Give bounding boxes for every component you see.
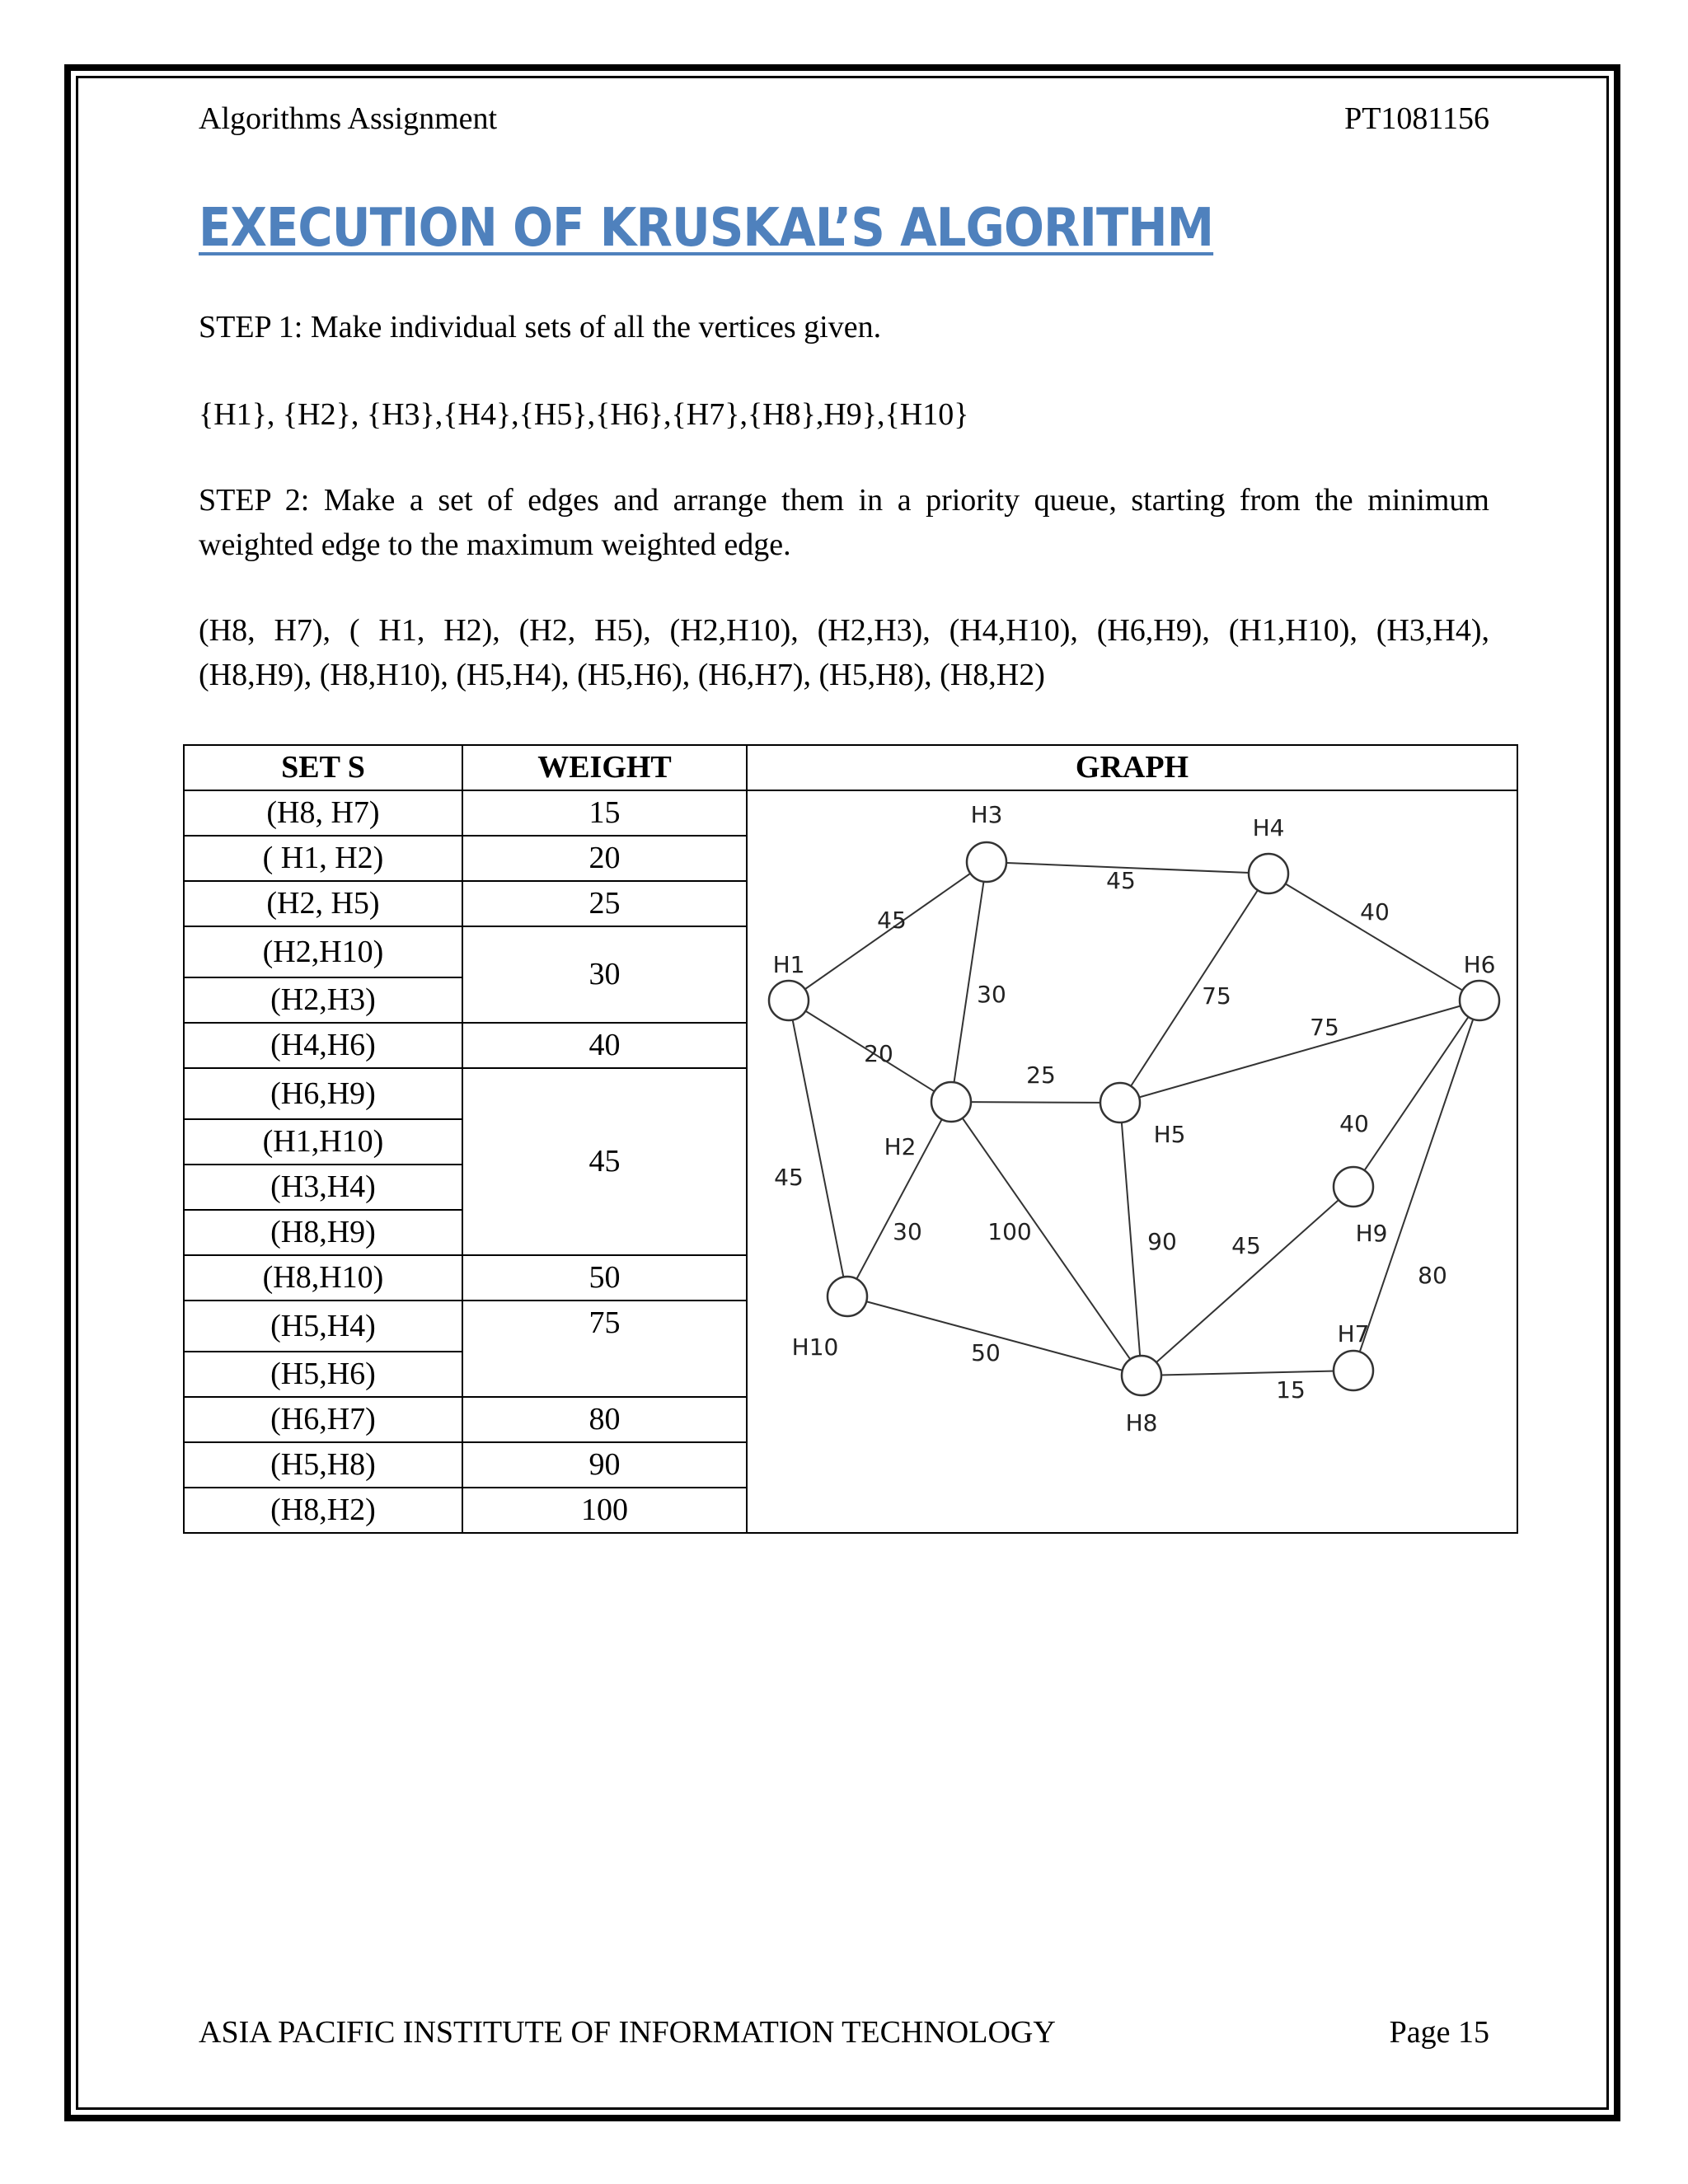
graph-edge-weight-label: 45 (1231, 1232, 1261, 1259)
graph-edge-weight-label: 30 (977, 981, 1006, 1008)
graph-node-label: H8 (1125, 1409, 1158, 1436)
graph-edge-h2-h8 (951, 1102, 1142, 1376)
graph-edge-weight-label: 25 (1026, 1062, 1056, 1089)
graph-diagram (748, 791, 1518, 1520)
kruskal-table (183, 744, 1518, 1534)
graph-node-h9 (1334, 1167, 1373, 1207)
graph-node-label: H4 (1252, 814, 1285, 841)
graph-edge-h8-h9 (1142, 1187, 1353, 1376)
cell-set: (H2, H5) (184, 881, 462, 926)
step2-edges-line2: (H8,H9), (H8,H10), (H5,H4), (H5,H6), (H6,H7), (H5,H8), (H8,H2) (199, 658, 1045, 692)
cell-set: (H2,H3) (184, 977, 462, 1023)
step1-sets: {H1}, {H2}, {H3},{H4},{H5},{H6},{H7},{H8},H9},{H10} (199, 397, 969, 432)
header-left: Algorithms Assignment (199, 101, 498, 136)
graph-edge-weight-label: 100 (987, 1218, 1032, 1245)
cell-weight: 40 (462, 1023, 747, 1068)
cell-set: (H5,H6) (184, 1352, 462, 1397)
cell-weight: 15 (462, 790, 747, 836)
cell-weight: 90 (462, 1442, 747, 1488)
graph-edge-h5-h6 (1120, 1001, 1479, 1103)
graph-node-label: H9 (1355, 1220, 1388, 1247)
graph-node-label: H1 (772, 951, 805, 978)
cell-weight: 80 (462, 1397, 747, 1442)
cell-set: (H4,H6) (184, 1023, 462, 1068)
graph-node-label: H10 (791, 1333, 839, 1361)
graph-edge-weight-label: 80 (1418, 1262, 1447, 1289)
graph-edge-weight-label: 20 (864, 1040, 893, 1067)
step2-text: STEP 2: Make a set of edges and arrange them in a priority queue, starting from the minimum weighted edge to the maximum weighted edge. (199, 483, 1489, 562)
cell-set: (H8,H2) (184, 1488, 462, 1533)
cell-weight: 100 (462, 1488, 747, 1533)
cell-set: (H8, H7) (184, 790, 462, 836)
graph-edge-h8-h7 (1142, 1371, 1353, 1376)
graph-edge-h2-h10 (847, 1102, 951, 1296)
graph-node-h2 (931, 1082, 971, 1122)
graph-edge-weight-label: 75 (1310, 1014, 1339, 1041)
graph-node-h3 (967, 842, 1006, 882)
graph-edge-h2-h5 (951, 1102, 1120, 1103)
graph-edge-weight-label: 50 (971, 1339, 1001, 1366)
kruskal-table-wrapper (183, 744, 1517, 1527)
graph-edge-h4-h6 (1268, 874, 1479, 1001)
footer-left: ASIA PACIFIC INSTITUTE OF INFORMATION TECHNOLOGY (199, 2015, 1056, 2050)
cell-set: (H6,H9) (184, 1068, 462, 1119)
cell-set: ( H1, H2) (184, 836, 462, 881)
graph-node-h6 (1460, 981, 1499, 1020)
header-right: PT1081156 (1344, 101, 1489, 136)
cell-set: (H3,H4) (184, 1165, 462, 1210)
cell-set: (H6,H7) (184, 1397, 462, 1442)
graph-edge-weight-label: 75 (1202, 982, 1231, 1010)
graph-edge-weight-label: 45 (877, 907, 907, 934)
graph-node-h1 (769, 981, 809, 1020)
step1-text: STEP 1: Make individual sets of all the vertices given. (199, 310, 882, 344)
header-set-s: SET S (184, 745, 462, 790)
graph-node-label: H7 (1337, 1320, 1370, 1347)
cell-set: (H8,H10) (184, 1255, 462, 1301)
graph-node-label: H5 (1153, 1121, 1186, 1148)
graph-edge-weight-label: 45 (1106, 867, 1136, 894)
cell-set: (H5,H4) (184, 1301, 462, 1352)
graph-edge-h4-h5 (1120, 874, 1268, 1103)
cell-weight: 20 (462, 836, 747, 881)
graph-edge-h5-h8 (1120, 1103, 1142, 1376)
graph-node-h10 (828, 1277, 867, 1316)
cell-weight: 25 (462, 881, 747, 926)
graph-edge-weight-label: 15 (1276, 1376, 1306, 1404)
graph-edge-weight-label: 30 (893, 1218, 922, 1245)
cell-set: (H8,H9) (184, 1210, 462, 1255)
graph-node-h4 (1249, 854, 1288, 893)
footer-right: Page 15 (1389, 2015, 1489, 2050)
cell-weight: 45 (462, 1068, 747, 1255)
graph-node-label: H2 (884, 1133, 917, 1160)
graph-node-h8 (1122, 1356, 1161, 1395)
table-header-row (184, 745, 1517, 790)
graph-edge-weight-label: 40 (1360, 898, 1390, 926)
graph-node-label: H3 (970, 801, 1003, 828)
graph-node-label: H6 (1463, 951, 1496, 978)
header-weight: WEIGHT (462, 745, 747, 790)
step2-edges-line1: (H8, H7), ( H1, H2), (H2, H5), (H2,H10), (H2,H3), (H4,H10), (H6,H9), (H1,H10), (H3,H4), (199, 613, 1489, 648)
graph-cell (747, 790, 1517, 1533)
cell-weight: 50 (462, 1255, 747, 1301)
graph-edge-h1-h10 (789, 1001, 847, 1296)
table-row (184, 790, 1517, 836)
cell-set: (H1,H10) (184, 1119, 462, 1165)
graph-edge-weight-label: 90 (1147, 1228, 1177, 1255)
cell-set: (H2,H10) (184, 926, 462, 977)
cell-weight: 30 (462, 926, 747, 1023)
cell-weight: 75 (462, 1301, 747, 1397)
graph-edge-weight-label: 40 (1339, 1110, 1369, 1137)
cell-set: (H5,H8) (184, 1442, 462, 1488)
page-title: EXECUTION OF KRUSKAL’S ALGORITHM (199, 198, 1214, 259)
graph-node-h7 (1334, 1351, 1373, 1390)
graph-edge-weight-label: 45 (774, 1164, 804, 1191)
header-graph: GRAPH (747, 745, 1517, 790)
graph-node-h5 (1100, 1083, 1140, 1122)
graph-edge-h6-h9 (1353, 1001, 1479, 1187)
